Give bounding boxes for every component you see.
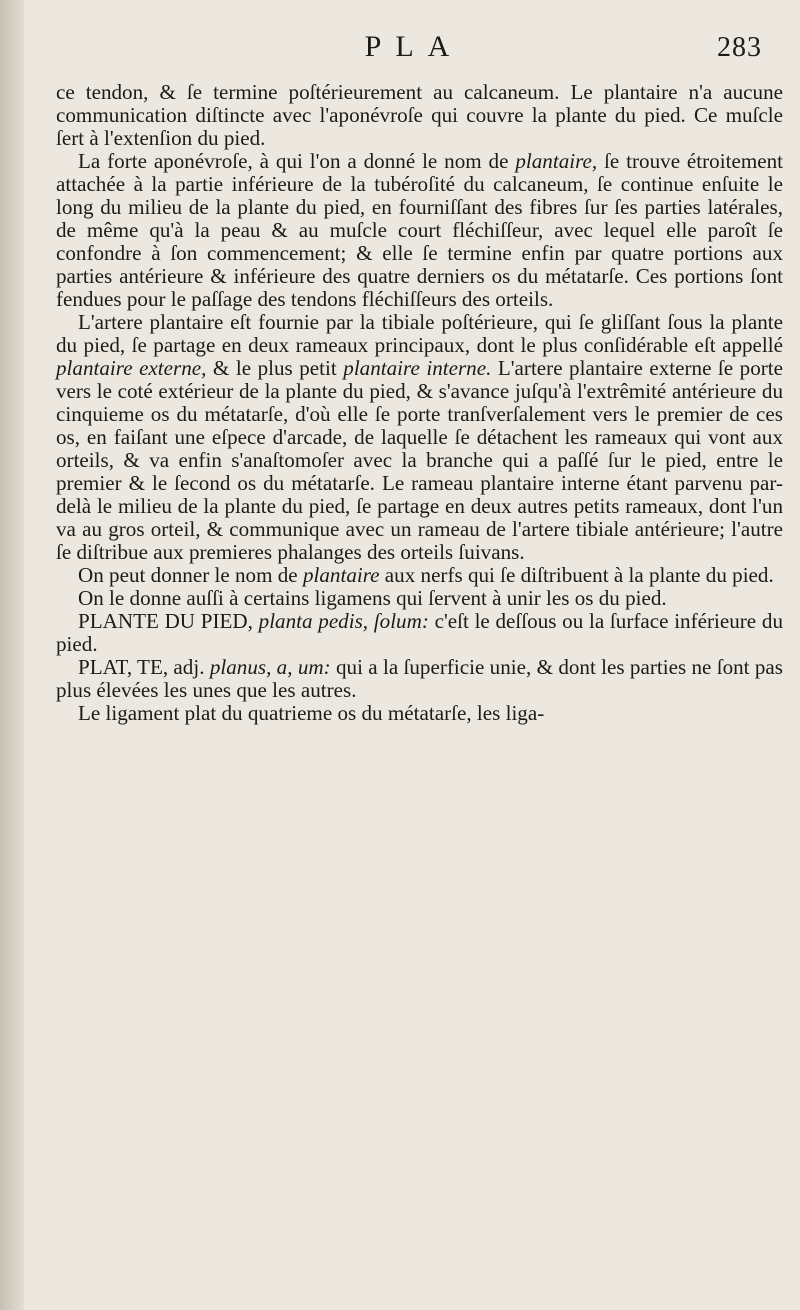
paragraph xyxy=(56,311,783,564)
text-segment: On peut donner le nom de xyxy=(78,563,303,587)
body-text xyxy=(56,81,783,725)
text-segment: PLANTE DU PIED, xyxy=(78,609,259,633)
text-segment: aux nerfs qui ſe diſtribuent à la plante du pied. xyxy=(379,563,774,587)
page-number: 283 xyxy=(717,32,762,63)
italic-term: planus, a, um: xyxy=(209,655,331,679)
text-segment: La forte aponévroſe, à qui l'on a donné le nom de xyxy=(78,149,516,173)
text-segment: PLAT, TE, adj. xyxy=(78,655,210,679)
text-segment: L'artere plantaire eſt fournie par la tibiale poſtérieure, qui ſe gliſſant ſous la plante du pied, ſe partage en deux rameaux principaux, dont le plus conſidérable eſt appellé xyxy=(56,310,783,357)
paragraph xyxy=(56,610,783,656)
text-segment: Le ligament plat du quatrieme os du métatarſe, les liga- xyxy=(78,701,545,725)
text-segment: & le plus petit xyxy=(206,356,344,380)
paragraph xyxy=(56,150,783,311)
text-segment: c'eſt le deſſous ou la ſurface inférieure du pied. xyxy=(56,609,783,656)
text-segment: ſe trouve étroitement attachée à la partie inférieure de la tubéroſité du calcaneum, ſe continue enſuite le long du milieu de la plante du pied, en fourniſſant des fibres ſur ſes parties latérales, de même qu'à la peau & au muſcle court fléchiſſeur, avec lequel elle paroît ſe confondre à ſon commencement; & elle ſe termine enfin par quatre portions aux parties antérieure & inférieure des quatre derniers os du métatarſe. Ces portions ſont fendues pour le paſſage des tendons fléchiſſeurs des orteils. xyxy=(56,149,783,311)
text-segment: qui a la ſuperficie unie, & dont les parties ne ſont pas plus élevées les unes que les autres. xyxy=(56,655,783,702)
page-gutter xyxy=(0,0,24,1310)
paragraph xyxy=(56,81,783,150)
italic-term: plantaire interne. xyxy=(343,356,492,380)
italic-term: plantaire xyxy=(302,563,380,587)
italic-term: planta pedis, ſolum: xyxy=(258,609,429,633)
paragraph xyxy=(56,564,783,587)
paragraph xyxy=(56,702,783,725)
running-title: PLA xyxy=(364,30,464,63)
text-segment: L'artere plantaire externe ſe porte vers le coté extérieur de la plante du pied, & s'avance juſqu'à l'extrêmité antérieure du cinquieme os du métatarſe, d'où elle ſe porte tranſverſalement vers le premier de ces os, en faiſant une eſpece d'arcade, de laquelle ſe détachent les rameaux qui vont aux orteils, & va enfin s'anaſtomoſer avec la branche qui a paſſé ſur le pied, entre le premier & le ſecond os du métatarſe. Le rameau plantaire interne étant parvenu par-delà le milieu de la plante du pied, ſe partage en deux autres petits rameaux, dont l'un va au gros orteil, & communique avec un rameau de l'artere tibiale antérieure; l'autre ſe diſtribue aux premieres phalanges des orteils ſuivans. xyxy=(56,356,784,564)
italic-term: plantaire, xyxy=(515,149,598,173)
paragraph xyxy=(56,587,783,610)
italic-term: plantaire externe, xyxy=(56,356,207,380)
paragraph xyxy=(56,656,783,702)
text-segment: On le donne auſſi à certains ligamens qui ſervent à unir les os du pied. xyxy=(78,586,667,610)
page-header xyxy=(56,30,772,70)
text-segment: ce tendon, & ſe termine poſtérieurement au calcaneum. Le plantaire n'a aucune communication diſtincte avec l'aponévroſe qui couvre la plante du pied. Ce muſcle ſert à l'extenſion du pied. xyxy=(56,80,783,150)
